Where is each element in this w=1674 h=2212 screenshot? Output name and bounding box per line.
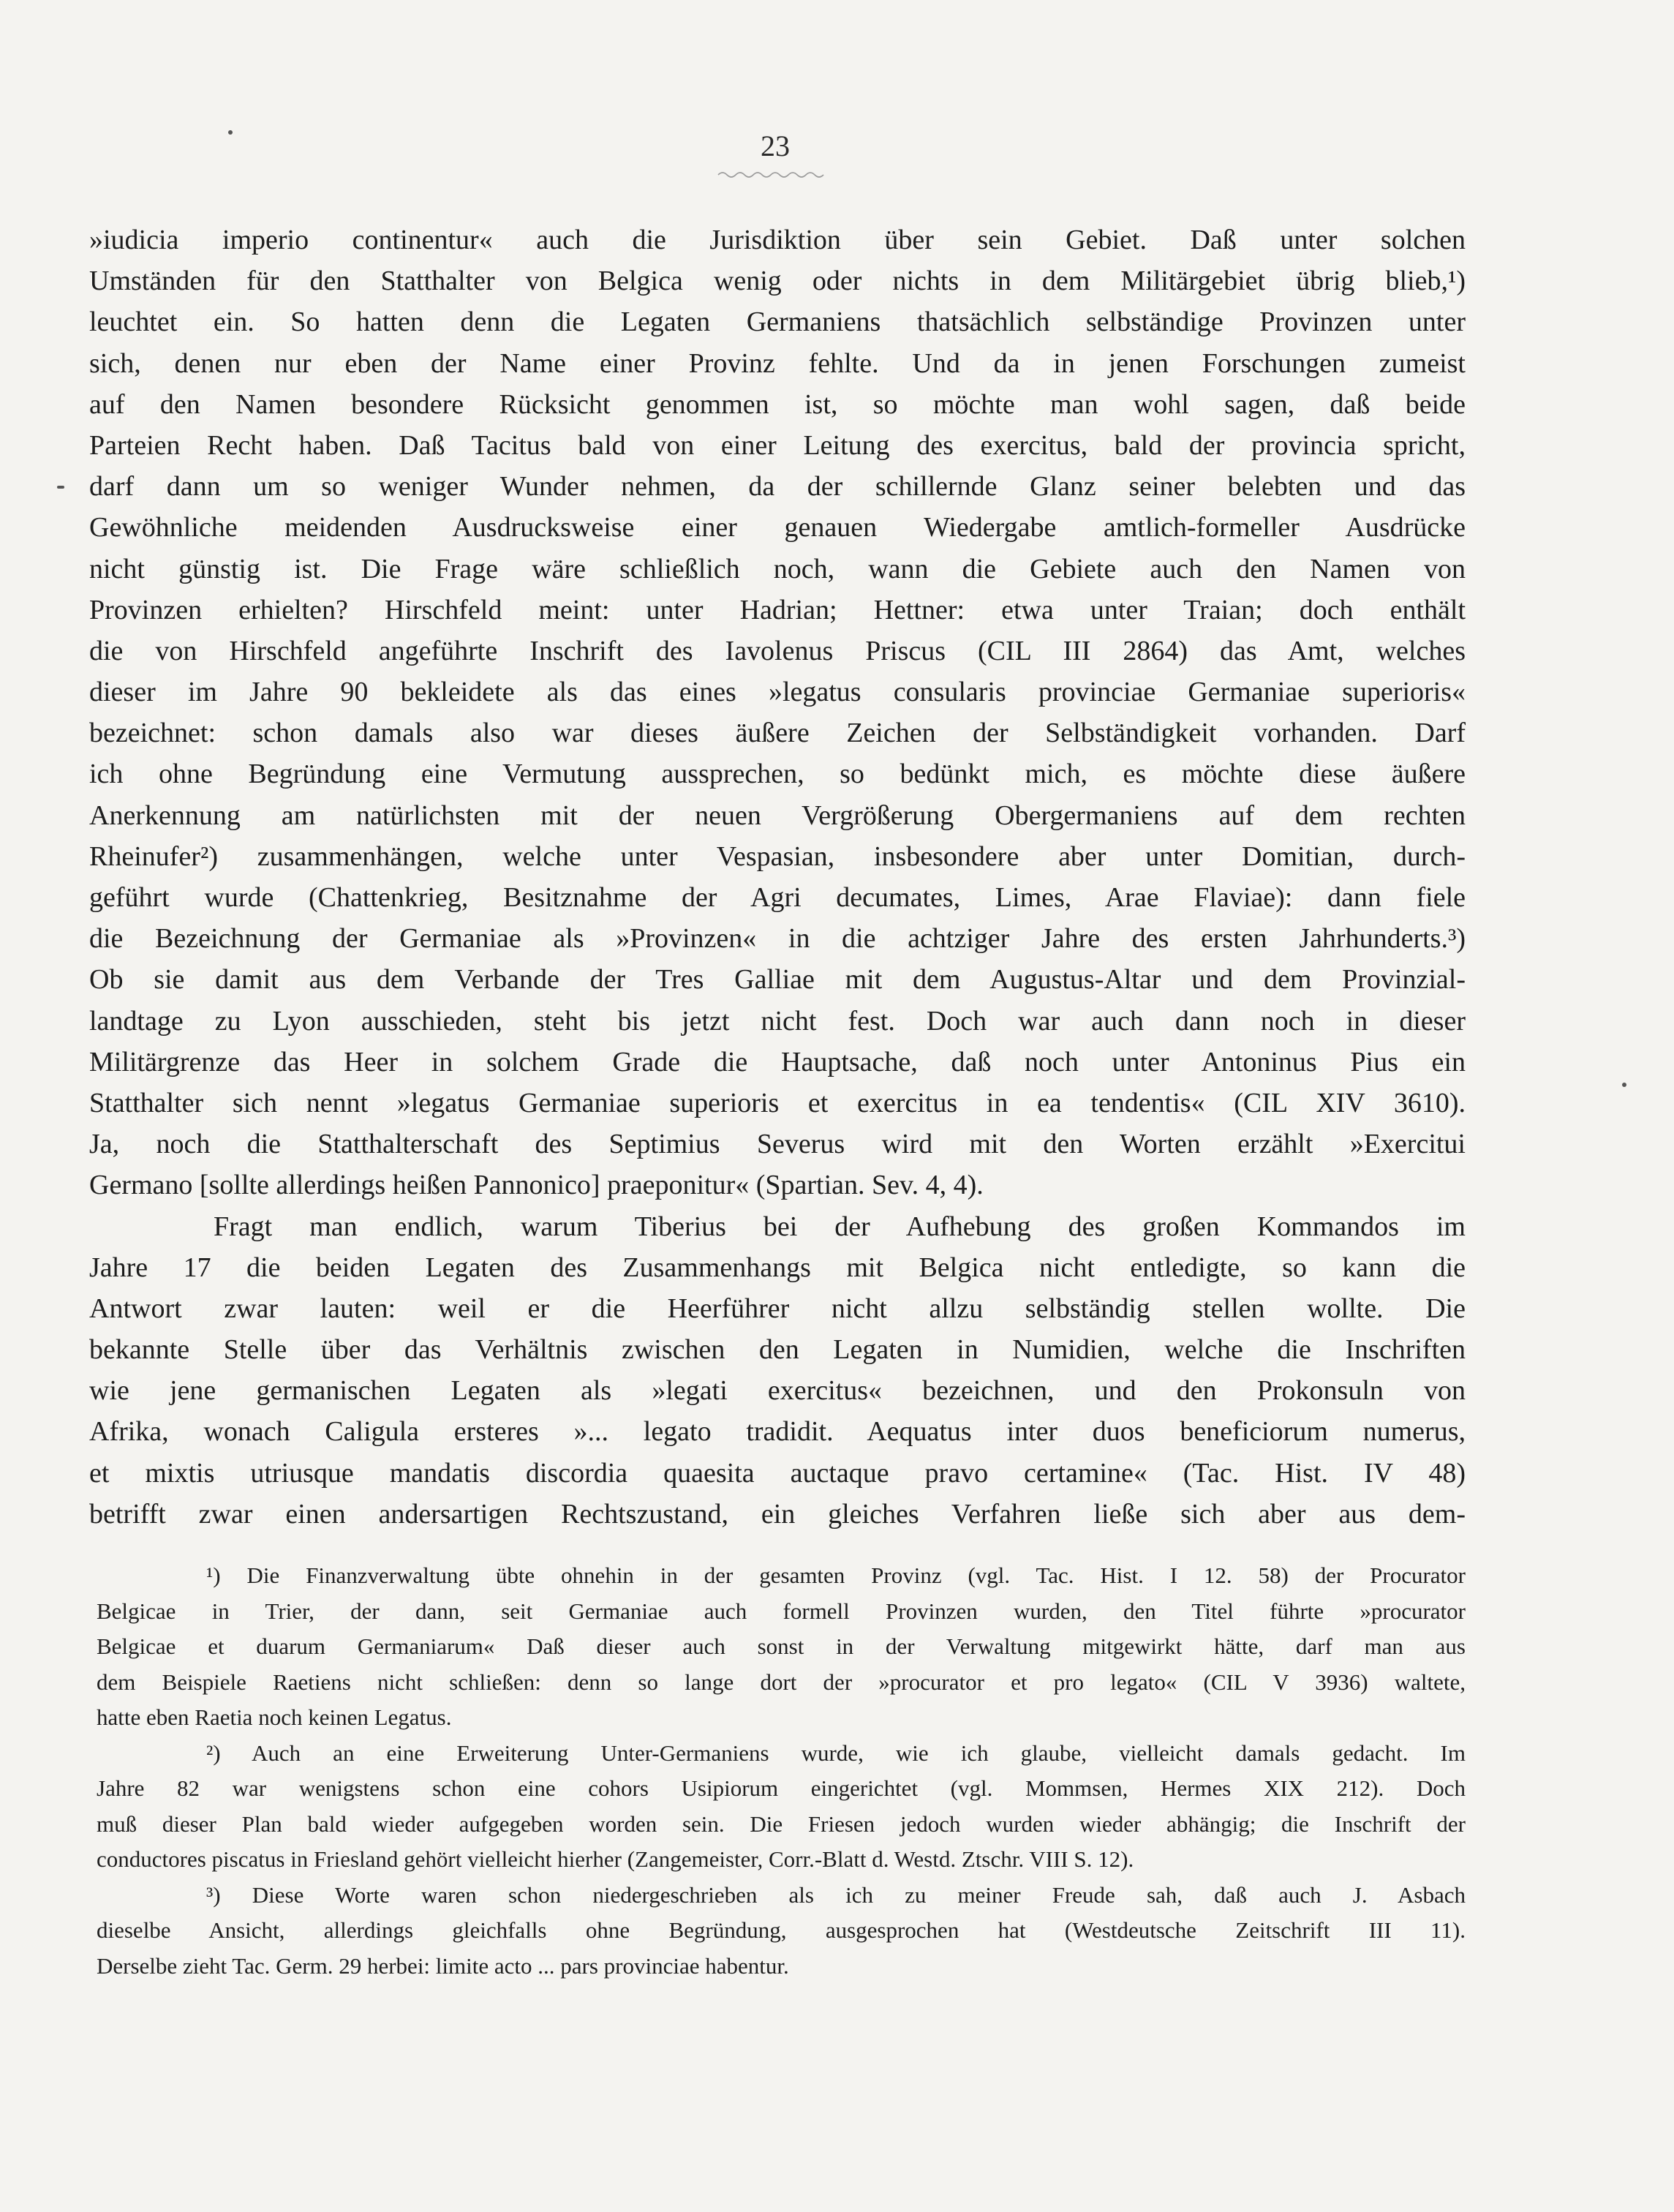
text-line: dieser im Jahre 90 bekleidete als das eines »legatus consularis provinciae Germaniae superioris« [89,677,1466,708]
text-line: auf den Namen besondere Rücksicht genommen ist, so möchte man wohl sagen, daß beide [89,388,1466,420]
footnote-line: hatte eben Raetia noch keinen Legatus. [97,1704,452,1730]
text-line: sich, denen nur eben der Name einer Provinz fehlte. Und da in jenen Forschungen zumeist [89,347,1466,379]
text-line: nicht günstig ist. Die Frage wäre schließlich noch, wann die Gebiete auch den Namen von [89,553,1466,584]
text-line: »iudicia imperio continentur« auch die Jurisdiktion über sein Gebiet. Daß unter solchen [89,225,1466,255]
text-line: wie jene germanischen Legaten als »legati exercitus« bezeichnen, und den Prokonsuln von [89,1375,1466,1407]
text-line: Statthalter sich nennt »legatus Germaniae superioris et exercitus in ea tendentis« (CIL XIV 3610). [89,1087,1466,1118]
footnote-line: Belgicae et duarum Germaniarum« Daß dieser auch sonst in der Verwaltung mitgewirkt hätte, darf man aus [97,1633,1466,1659]
footnote-line: ²) Auch an eine Erweiterung Unter-Germaniens wurde, wie ich glaube, vielleicht damals gedacht. Im [206,1739,1466,1766]
text-line: darf dann um so weniger Wunder nehmen, da der schillernde Glanz seiner belebten und das [89,471,1466,503]
footnote-line: Derselbe zieht Tac. Germ. 29 herbei: limite acto ... pars provinciae habentur. [97,1952,789,1979]
text-line: die von Hirschfeld angeführte Inschrift des Iavolenus Priscus (CIL III 2864) das Amt, welches [89,635,1466,666]
text-line: Ob sie damit aus dem Verbande der Tres Galliae mit dem Augustus-Altar und dem Provinzial- [89,964,1466,996]
footnote-line: Jahre 82 war wenigstens schon eine cohors Usipiorum eingerichtet (vgl. Mommsen, Hermes XIX 212). Doch [97,1775,1466,1801]
footnote-line: ¹) Die Finanzverwaltung übte ohnehin in der gesamten Provinz (vgl. Tac. Hist. I 12. 58) der Procurator [206,1562,1466,1588]
text-line: Jahre 17 die beiden Legaten des Zusammenhangs mit Belgica nicht entledigte, so kann die [89,1252,1466,1283]
page-number: 23 [761,129,790,162]
text-line: ich ohne Begründung eine Vermutung aussprechen, so bedünkt mich, es möchte diese äußere [89,759,1466,790]
text-line: Germano [sollte allerdings heißen Pannonico] praeponitur« (Spartian. Sev. 4, 4). [89,1170,984,1201]
text-line: Rheinufer²) zusammenhängen, welche unter Vespasian, insbesondere aber unter Domitian, durch- [89,840,1466,872]
footnote-line: dem Beispiele Raetiens nicht schließen: denn so lange dort der »procurator et pro legato« (CIL V 3936) waltete, [97,1669,1466,1695]
text-line: Afrika, wonach Caligula ersteres »... legato tradidit. Aequatus inter duos beneficiorum numerus, [89,1416,1466,1448]
print-speck [228,130,233,135]
footnote-line: Belgicae in Trier, der dann, seit Germaniae auch formell Provinzen wurden, den Titel führte »procurator [97,1598,1466,1624]
text-line: Ja, noch die Statthalterschaft des Septimius Severus wird mit den Worten erzählt »Exercitui [89,1129,1466,1160]
text-line: Provinzen erhielten? Hirschfeld meint: unter Hadrian; Hettner: etwa unter Traian; doch enthält [89,594,1466,625]
print-speck [57,486,64,489]
text-line: Gewöhnliche meidenden Ausdrucksweise einer genauen Wiedergabe amtlich-formeller Ausdrücke [89,512,1466,543]
text-line: landtage zu Lyon ausschieden, steht bis jetzt nicht fest. Doch war auch dann noch in dieser [89,1005,1466,1037]
text-line: Parteien Recht haben. Daß Tacitus bald von einer Leitung des exercitus, bald der provincia spricht, [89,429,1466,461]
text-line: Umständen für den Statthalter von Belgica wenig oder nichts in dem Militärgebiet übrig blieb,¹) [89,266,1466,297]
footnote-line: dieselbe Ansicht, allerdings gleichfalls ohne Begründung, ausgesprochen hat (Westdeutsche Zeitschrift III 11). [97,1917,1466,1943]
footnote-line: ³) Diese Worte waren schon niedergeschrieben als ich zu meiner Freude sah, daß auch J. Asbach [206,1881,1466,1908]
text-line: betrifft zwar einen andersartigen Rechtszustand, ein gleiches Verfahren ließe sich aber aus dem- [89,1498,1466,1530]
main-text [89,219,1466,1535]
text-line: Anerkennung am natürlichsten mit der neuen Vergrößerung Obergermaniens auf dem rechten [89,800,1466,831]
page-number-ornament [717,170,826,180]
text-line: bekannte Stelle über das Verhältnis zwischen den Legaten in Numidien, welche die Inschriften [89,1334,1466,1366]
text-line: Militärgrenze das Heer in solchem Grade die Hauptsache, daß noch unter Antoninus Pius ein [89,1046,1466,1077]
text-line: et mixtis utriusque mandatis discordia quaesita auctaque pravo certamine« (Tac. Hist. IV 48) [89,1457,1466,1489]
text-line: Antwort zwar lauten: weil er die Heerführer nicht allzu selbständig stellen wollte. Die [89,1293,1466,1324]
footnote-line: conductores piscatus in Friesland gehört vielleicht hierher (Zangemeister, Corr.-Blatt d. Westd. Ztschr. VIII S. 12). [97,1846,1134,1872]
text-line: leuchtet ein. So hatten denn die Legaten Germaniens thatsächlich selbständige Provinzen unter [89,306,1466,338]
text-line: die Bezeichnung der Germaniae als »Provinzen« in die achtziger Jahre des ersten Jahrhunderts.³) [89,923,1466,955]
text-line: geführt wurde (Chattenkrieg, Besitznahme der Agri decumates, Limes, Arae Flaviae): dann fiele [89,882,1466,913]
footnote-line: muß dieser Plan bald wieder aufgegeben worden sein. Die Friesen jedoch wurden wieder abhängig; die Inschrift der [97,1810,1466,1837]
text-line: bezeichnet: schon damals also war dieses äußere Zeichen der Selbständigkeit vorhanden. Darf [89,718,1466,749]
print-speck [1622,1083,1626,1087]
footnotes [97,1558,1466,1984]
text-line: Fragt man endlich, warum Tiberius bei der Aufhebung des großen Kommandos im [214,1211,1466,1242]
